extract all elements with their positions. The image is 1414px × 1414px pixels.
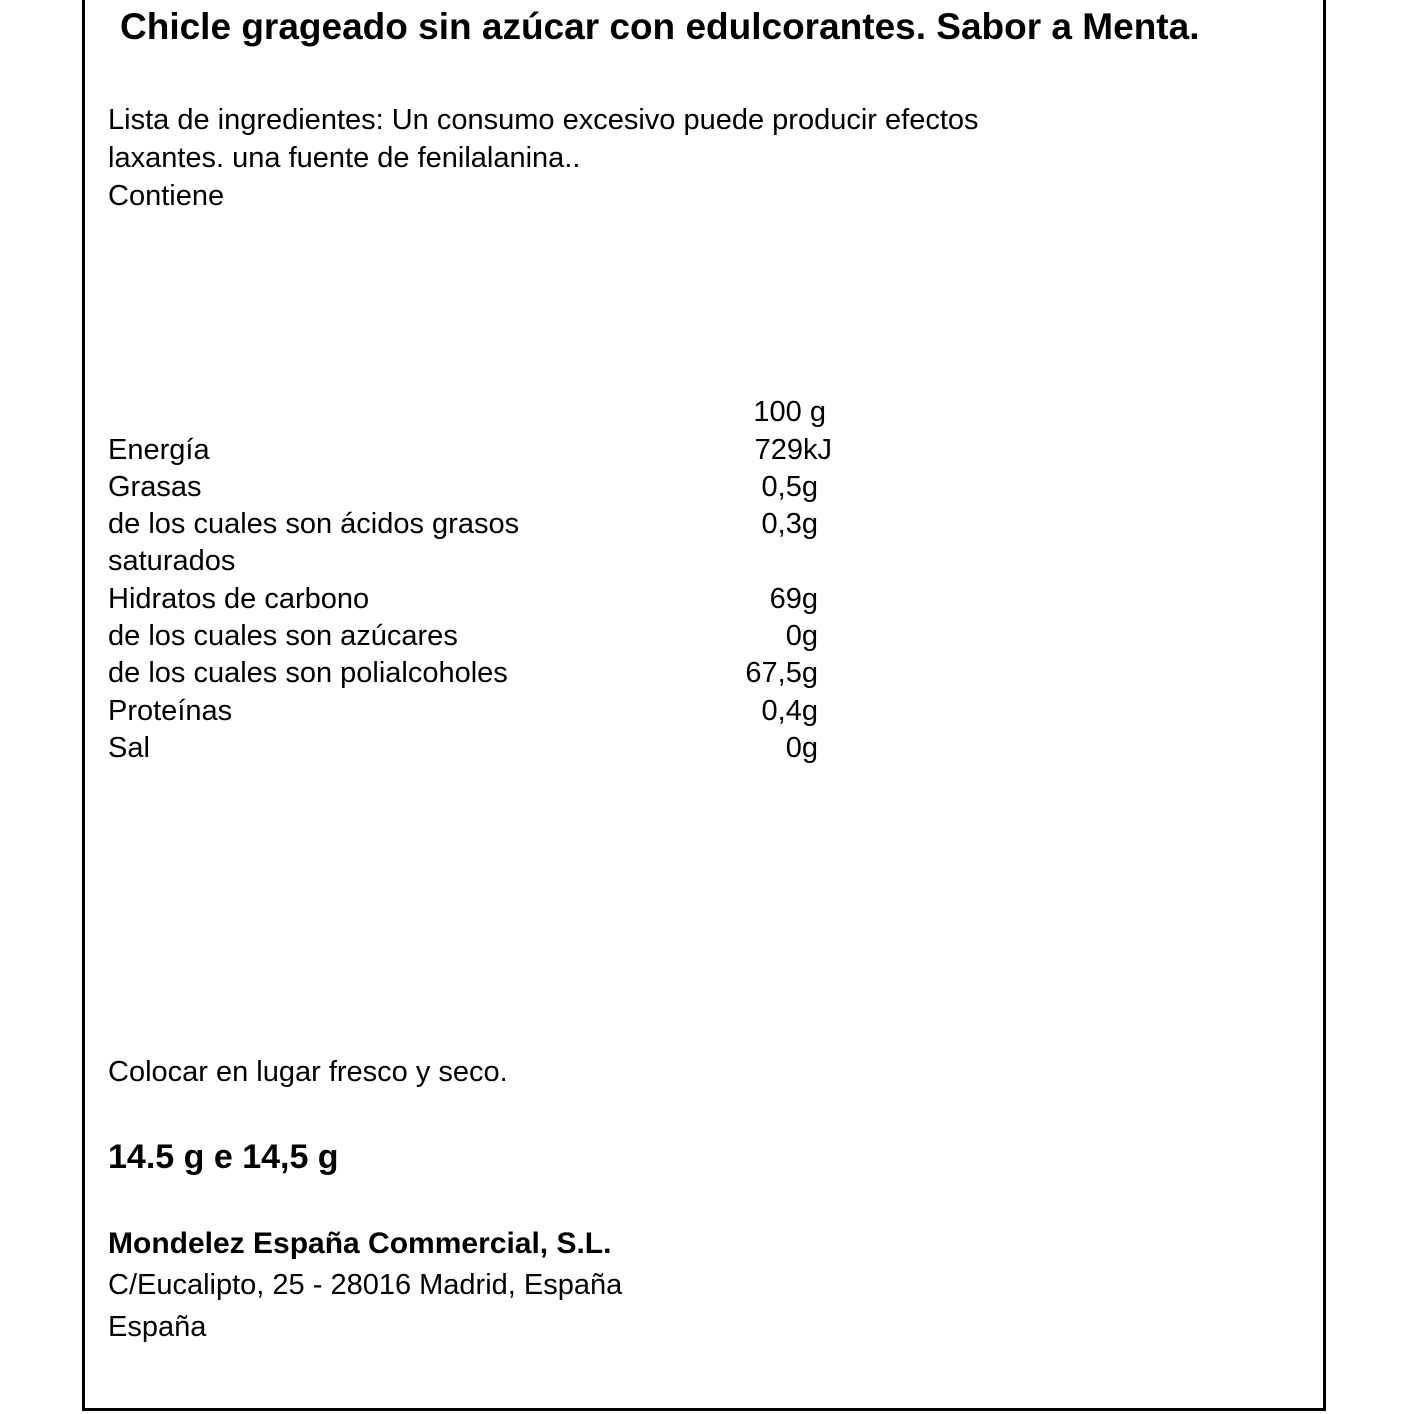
ingredients-line-1: Lista de ingredientes: Un consumo excesivo puede producir efectos xyxy=(108,104,979,136)
nutrition-label-salt: Sal xyxy=(108,732,150,764)
nutrition-header: 100 g xyxy=(753,396,826,428)
product-title-text: Chicle grageado sin azúcar con edulcorantes. Sabor a Menta. xyxy=(120,6,1200,47)
nutrition-value-sugars: 0g xyxy=(785,620,818,652)
company-address: C/Eucalipto, 25 - 28016 Madrid, España xyxy=(108,1269,623,1301)
nutrition-value-salt: 0g xyxy=(785,732,818,764)
nutrition-label-polyols: de los cuales son polialcoholes xyxy=(108,657,508,689)
nutrition-value-polyols: 67,5g xyxy=(745,657,818,689)
nutrition-label-fat: Grasas xyxy=(108,471,202,503)
net-weight: 14.5 g e 14,5 g xyxy=(108,1138,339,1176)
label-frame xyxy=(82,0,1326,1411)
nutrition-value-carbs: 69g xyxy=(769,583,818,615)
nutrition-label-protein: Proteínas xyxy=(108,695,233,727)
company-name: Mondelez España Commercial, S.L. xyxy=(108,1227,612,1260)
nutrition-label-saturated-cont: saturados xyxy=(108,545,236,577)
storage-instructions: Colocar en lugar fresco y seco. xyxy=(108,1056,508,1088)
nutrition-value-protein: 0,4g xyxy=(761,695,818,727)
nutrition-label-carbs: Hidratos de carbono xyxy=(108,583,370,615)
nutrition-value-saturated: 0,3g xyxy=(761,508,818,540)
company-country: España xyxy=(108,1311,207,1343)
contains-text: Contiene xyxy=(108,180,225,212)
product-title xyxy=(108,4,1258,50)
nutrition-value-energy: 729kJ xyxy=(754,434,832,466)
nutrition-label-energy: Energía xyxy=(108,434,210,466)
nutrition-label-saturated: de los cuales son ácidos grasos xyxy=(108,508,520,540)
ingredients-line-2: laxantes. una fuente de fenilalanina.. xyxy=(108,142,581,174)
nutrition-value-fat: 0,5g xyxy=(761,471,818,503)
nutrition-label-sugars: de los cuales son azúcares xyxy=(108,620,458,652)
